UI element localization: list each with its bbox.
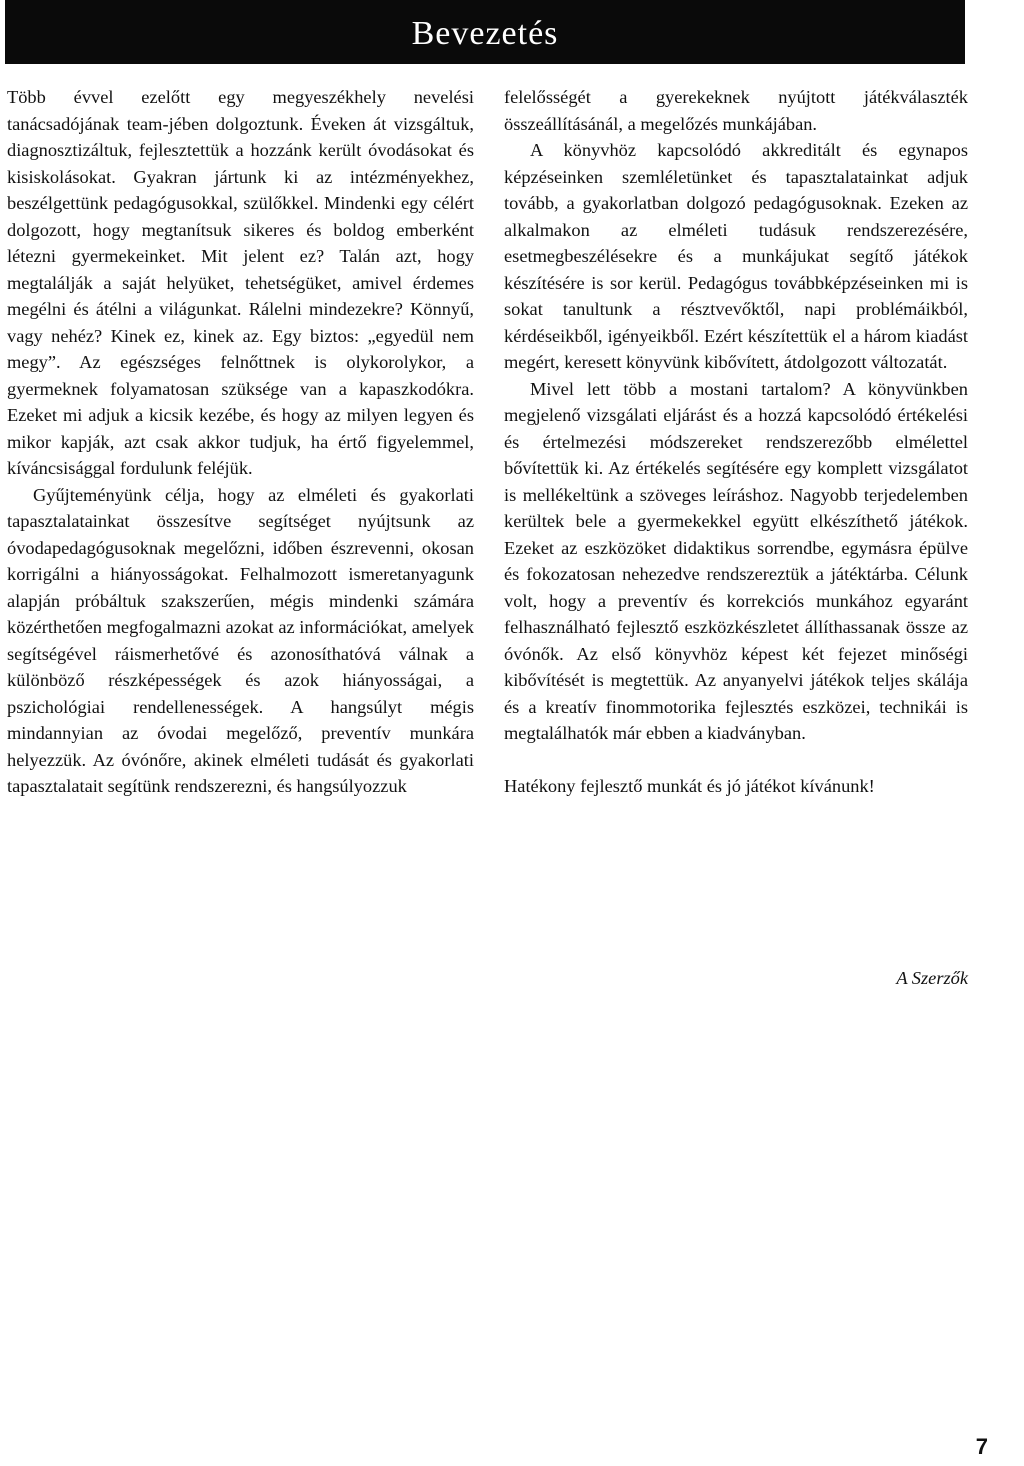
chapter-title-bar — [5, 0, 965, 64]
closing-line: Hatékony fejlesztő munkát és jó játékot kívánunk! — [504, 775, 875, 796]
paragraph: Gyűjteményünk célja, hogy az elméleti és gyakorlati tapasztalatainkat összesítve segítséget nyújtsunk az óvodapedagógusoknak megelőzni, időben észrevenni, okosan korrigálni a hiányosságokat. Felhalmozott ismeretanyagunk alapján próbáltuk szakszerűen, mégis mindenki számára közérthetően megfogalmazni azokat az információkat, amelyek segítségével ráismerhetővé és azonosíthatóvá válnak a különböző részképességek és azok hiányosságai, a pszichológiai rendellenességek. A hangsúlyt mégis mindannyian az óvodai megelőző, preventív munkára helyezzük. Az óvónőre, akinek elméleti tudását és gyakorlati tapasztalatait segítünk rendszerezni, és hangsúlyozzuk — [7, 484, 474, 796]
author-signature: A Szerzők — [896, 968, 968, 988]
paragraph: Több évvel ezelőtt egy megyeszékhely nevelési tanácsadójának team-jében dolgoztunk. Éveken át vizsgáltuk, diagnosztizáltuk, fejlesztettük a hozzánk került óvodásokat és kisiskolásokat. Gyakran jártunk ki az intézményekhez, beszélgettünk pedagógusokkal, szülőkkel. Mindenki egy célért dolgozott, hogy megtanítsuk sikeres és boldog emberként létezni gyermekeinket. Mit jelent ez? Talán azt, hogy megtalálják a saját helyüket, tehetségüket, amivel érdemes megélni és átélni a világunkat. Rálelni mindezekre? Könnyű, vagy nehéz? Kinek ez, kinek az. Egy biztos: „egyedül nem megy”. Az egészséges felnőttnek is olykorolykor, a gyermeknek folyamatosan szüksége van a kapaszkodókra. Ezeket mi adjuk a kicsik kezébe, és hogy az milyen legyen és mikor kapják, azt csak akkor tudjuk, ha értő figyelemmel, kíváncsisággal fordulunk feléjük. — [7, 87, 474, 478]
paragraph: felelősségét a gyerekeknek nyújtott játékválaszték összeállításánál, a megelőzés munkájában. — [504, 87, 968, 134]
page-number: 7 — [975, 1434, 988, 1459]
right-text-column — [504, 84, 968, 799]
paragraph: Mivel lett több a mostani tartalom? A könyvünkben megjelenő vizsgálati eljárást és a hozzá kapcsolódó értékelési és értelmezési módszereket rendszerezőbb elmélettel bővítettük ki. Az értékelés segítésére egy komplett vizsgálatot is mellékeltünk a szöveges leíráshoz. Nagyobb terjedelemben kerültek bele a gyermekekkel együtt elkészíthető játékok. Ezeket az eszközöket didaktikus sorrendbe, egymásra épülve és fokozatosan nehezedve rendszereztük a játéktárba. Célunk volt, hogy a preventív és korrekciós munkához egyaránt felhasználható fejlesztő eszközkészletet állíthassanak össze az óvónők. Az első könyvhöz képest két fejezet minőségi kibővítését is megtettük. Az anyanyelvi játékok teljes skálája és a kreatív finommotorika fejlesztés eszközei, technikái is megtalálhatók már ebben a kiadványban. — [504, 378, 968, 743]
left-text-column — [7, 84, 474, 800]
paragraph: A könyvhöz kapcsolódó akkreditált és egynapos képzéseinken szemléletünket és tapasztalatainkat adjuk tovább, a gyakorlatban dolgozó pedagógusoknak. Ezeken az alkalmakon az elméleti tudásuk rendszerezésére, esetmegbeszélésekre és a munkájukat segítő játékok készítésére is sor kerül. Pedagógus továbbképzéseinken mi is sokat tanultunk a résztvevőktől, napi problémáikból, kérdéseikből, igényeikből. Ezért készítettük el a három kiadást megért, keresett könyvünk kibővített, átdolgozott változatát. — [504, 140, 968, 372]
chapter-title: Bevezetés — [411, 15, 559, 52]
